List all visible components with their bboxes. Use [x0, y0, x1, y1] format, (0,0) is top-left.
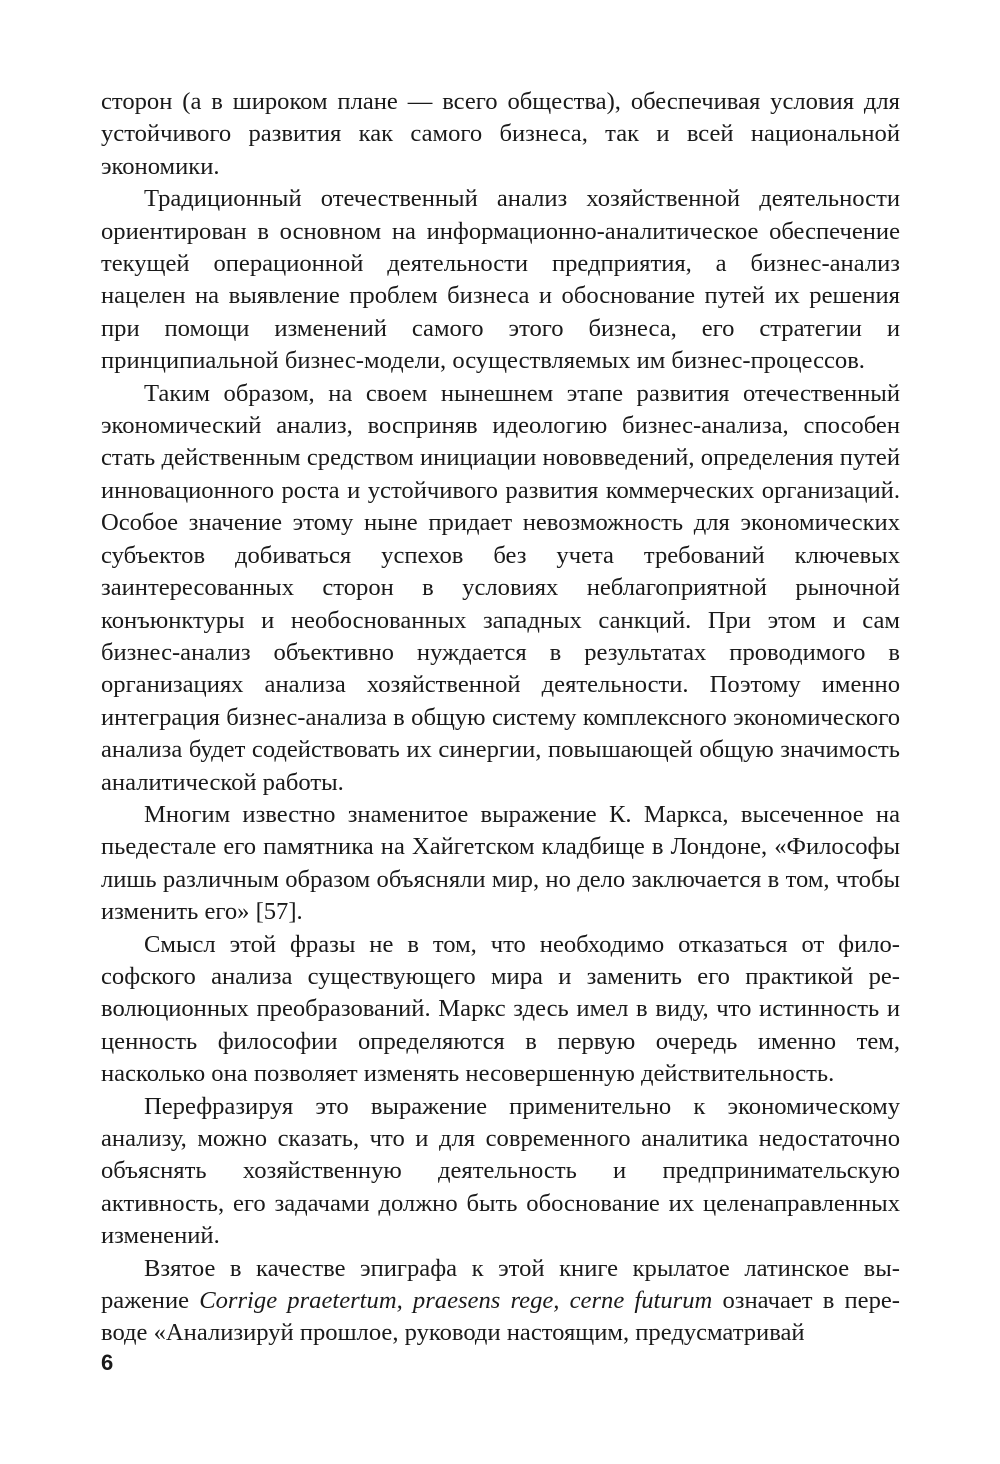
paragraph-marx-quote: Многим известно знаменитое выражение К. Маркса, высеченное на пьедестале его памятника на Хайгетском кладбище в Лондоне, «Философы лишь различным образом объясняли мир, но дело заключается в том, чтобы изменить его» [57]. [101, 800, 900, 926]
page-number: 6 [101, 1350, 114, 1375]
paragraph-paraphrase: Перефразируя это выражение применительно к экономическому анализу, можно сказать, что и для современного аналитика недостаточно объяснять хозяйственную деятельность и предпринимательскую активность, его задачами должно быть обоснование их целенаправленных изменений. [101, 1092, 900, 1250]
body-text [101, 86, 900, 1350]
paragraph-phrase-meaning: Смысл этой фразы не в том, что необходимо отказаться от философского анализа существующего мира и заменить его практикой революционных преобразований. Маркс здесь имел в виду, что истинность и ценность философии определяются в первую очередь именно тем, насколько она позволяет изменять несовершенную действительность. [101, 930, 900, 1088]
paragraph-traditional-analysis: Традиционный отечественный анализ хозяйственной деятельности ориентирован в основном на информационно-аналитическое обеспечение текущей операционной деятельности предприятия, а бизнес-анализ нацелен на выявление проблем бизнеса и обоснование путей их решения при помощи изменений самого этого бизнеса, его стратегии и принципиальной бизнес-модели, осуществляемых им бизнес-процессов. [101, 185, 900, 375]
paragraph-continuation: сторон (а в широком плане — всего общества), обеспечивая условия для устойчивого развития как самого бизнеса, так и всей национальной экономики. [101, 88, 900, 180]
latin-phrase: Corrige praetertum, praesens rege, cerne futurum [199, 1287, 713, 1315]
epigraph-text-after: означает в переводе «Анализируй прошлое, руководи настоящим, предусматривай [101, 1287, 900, 1347]
paragraph-development-stage: Таким образом, на своем нынешнем этапе развития отечественный экономический анализ, восприняв идеологию бизнес-анализа, способен стать действенным средством инициации нововведений, определения путей инновационного роста и устойчивого развития коммерческих организаций. Особое значение этому ныне придает невозможность для экономических субъектов добиваться успехов без учета требований ключевых заинтересованных сторон в условиях неблагоприятной рыночной конъюнктуры и необоснованных западных санкций. При этом и сам бизнес-анализ объективно нуждается в результатах проводимого в организациях анализа хозяйственной деятельности. Поэтому именно интеграция бизнес-анализа в общую систему комплексного экономического анализа будет содействовать их синергии, повышающей общую значимость аналитической работы. [101, 379, 900, 796]
paragraph-epigraph [101, 1253, 900, 1350]
epigraph-text-before: Взятое в качестве эпиграфа к этой книге крылатое латинское выражение [101, 1254, 900, 1315]
